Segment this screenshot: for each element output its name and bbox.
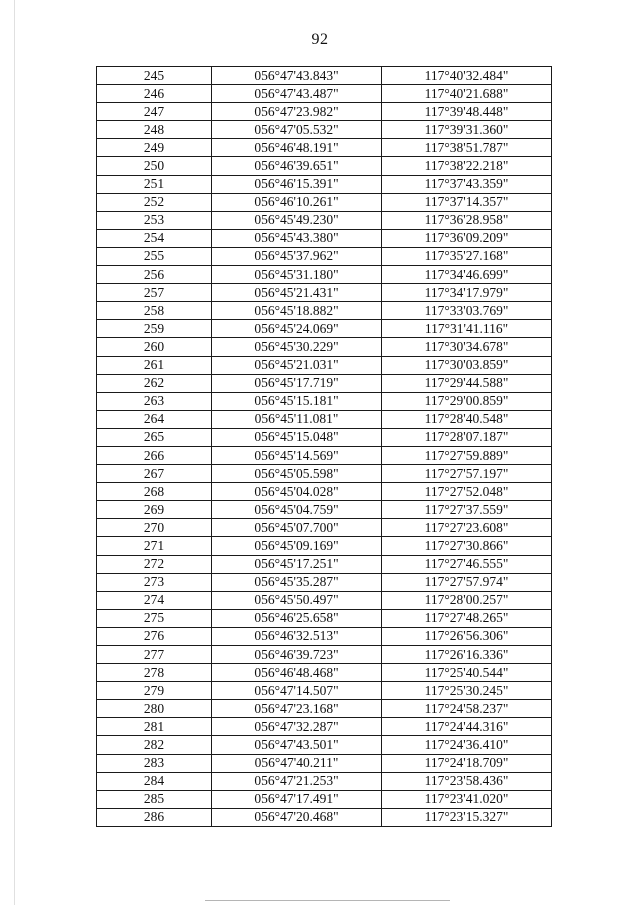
point-number-cell: 271	[97, 537, 212, 555]
point-number-cell: 274	[97, 591, 212, 609]
table-row	[97, 67, 552, 85]
table-row	[97, 501, 552, 519]
longitude-cell: 117°23'41.020"	[382, 790, 552, 808]
longitude-cell: 117°27'37.559"	[382, 501, 552, 519]
longitude-cell: 117°23'58.436"	[382, 772, 552, 790]
latitude-cell: 056°45'17.251"	[212, 555, 382, 573]
point-number-cell: 260	[97, 338, 212, 356]
latitude-cell: 056°47'43.843"	[212, 67, 382, 85]
table-row	[97, 808, 552, 826]
table-row	[97, 609, 552, 627]
longitude-cell: 117°27'52.048"	[382, 483, 552, 501]
point-number-cell: 258	[97, 302, 212, 320]
latitude-cell: 056°47'32.287"	[212, 718, 382, 736]
latitude-cell: 056°46'48.191"	[212, 139, 382, 157]
table-row	[97, 573, 552, 591]
table-row	[97, 591, 552, 609]
point-number-cell: 265	[97, 428, 212, 446]
longitude-cell: 117°25'40.544"	[382, 664, 552, 682]
point-number-cell: 251	[97, 175, 212, 193]
latitude-cell: 056°45'11.081"	[212, 410, 382, 428]
longitude-cell: 117°27'57.197"	[382, 465, 552, 483]
table-row	[97, 428, 552, 446]
table-row	[97, 338, 552, 356]
table-row	[97, 157, 552, 175]
point-number-cell: 285	[97, 790, 212, 808]
latitude-cell: 056°45'17.719"	[212, 374, 382, 392]
longitude-cell: 117°27'57.974"	[382, 573, 552, 591]
table-row	[97, 229, 552, 247]
longitude-cell: 117°33'03.769"	[382, 302, 552, 320]
point-number-cell: 248	[97, 121, 212, 139]
point-number-cell: 279	[97, 682, 212, 700]
point-number-cell: 280	[97, 700, 212, 718]
latitude-cell: 056°45'14.569"	[212, 446, 382, 464]
table-row	[97, 121, 552, 139]
point-number-cell: 262	[97, 374, 212, 392]
longitude-cell: 117°36'09.209"	[382, 229, 552, 247]
longitude-cell: 117°27'59.889"	[382, 446, 552, 464]
point-number-cell: 252	[97, 193, 212, 211]
longitude-cell: 117°25'30.245"	[382, 682, 552, 700]
table-row	[97, 718, 552, 736]
table-row	[97, 465, 552, 483]
latitude-cell: 056°47'05.532"	[212, 121, 382, 139]
longitude-cell: 117°24'18.709"	[382, 754, 552, 772]
latitude-cell: 056°46'48.468"	[212, 664, 382, 682]
latitude-cell: 056°47'21.253"	[212, 772, 382, 790]
latitude-cell: 056°47'43.501"	[212, 736, 382, 754]
latitude-cell: 056°45'15.181"	[212, 392, 382, 410]
point-number-cell: 269	[97, 501, 212, 519]
point-number-cell: 266	[97, 446, 212, 464]
point-number-cell: 247	[97, 103, 212, 121]
longitude-cell: 117°37'43.359"	[382, 175, 552, 193]
longitude-cell: 117°30'34.678"	[382, 338, 552, 356]
longitude-cell: 117°30'03.859"	[382, 356, 552, 374]
point-number-cell: 256	[97, 266, 212, 284]
point-number-cell: 278	[97, 664, 212, 682]
point-number-cell: 259	[97, 320, 212, 338]
point-number-cell: 267	[97, 465, 212, 483]
table-row	[97, 211, 552, 229]
point-number-cell: 245	[97, 67, 212, 85]
latitude-cell: 056°45'21.431"	[212, 284, 382, 302]
latitude-cell: 056°46'39.651"	[212, 157, 382, 175]
table-row	[97, 356, 552, 374]
point-number-cell: 268	[97, 483, 212, 501]
coordinates-table	[96, 66, 552, 827]
point-number-cell: 253	[97, 211, 212, 229]
longitude-cell: 117°24'36.410"	[382, 736, 552, 754]
point-number-cell: 284	[97, 772, 212, 790]
longitude-cell: 117°34'46.699"	[382, 266, 552, 284]
table-row	[97, 682, 552, 700]
longitude-cell: 117°27'48.265"	[382, 609, 552, 627]
latitude-cell: 056°46'15.391"	[212, 175, 382, 193]
table-row	[97, 700, 552, 718]
point-number-cell: 283	[97, 754, 212, 772]
longitude-cell: 117°28'07.187"	[382, 428, 552, 446]
latitude-cell: 056°47'43.487"	[212, 85, 382, 103]
table-row	[97, 646, 552, 664]
latitude-cell: 056°45'43.380"	[212, 229, 382, 247]
point-number-cell: 264	[97, 410, 212, 428]
latitude-cell: 056°46'39.723"	[212, 646, 382, 664]
longitude-cell: 117°23'15.327"	[382, 808, 552, 826]
latitude-cell: 056°45'37.962"	[212, 247, 382, 265]
point-number-cell: 249	[97, 139, 212, 157]
latitude-cell: 056°46'32.513"	[212, 627, 382, 645]
longitude-cell: 117°26'56.306"	[382, 627, 552, 645]
table-row	[97, 247, 552, 265]
point-number-cell: 257	[97, 284, 212, 302]
longitude-cell: 117°29'44.588"	[382, 374, 552, 392]
table-row	[97, 772, 552, 790]
point-number-cell: 276	[97, 627, 212, 645]
latitude-cell: 056°45'35.287"	[212, 573, 382, 591]
table-row	[97, 85, 552, 103]
longitude-cell: 117°28'00.257"	[382, 591, 552, 609]
point-number-cell: 277	[97, 646, 212, 664]
longitude-cell: 117°27'46.555"	[382, 555, 552, 573]
latitude-cell: 056°47'17.491"	[212, 790, 382, 808]
table-row	[97, 302, 552, 320]
latitude-cell: 056°47'23.168"	[212, 700, 382, 718]
latitude-cell: 056°45'04.028"	[212, 483, 382, 501]
table-row	[97, 754, 552, 772]
point-number-cell: 255	[97, 247, 212, 265]
latitude-cell: 056°45'30.229"	[212, 338, 382, 356]
table-row	[97, 446, 552, 464]
longitude-cell: 117°34'17.979"	[382, 284, 552, 302]
page-number: 92	[311, 31, 329, 48]
table-row	[97, 284, 552, 302]
point-number-cell: 270	[97, 519, 212, 537]
latitude-cell: 056°45'07.700"	[212, 519, 382, 537]
longitude-cell: 117°40'21.688"	[382, 85, 552, 103]
longitude-cell: 117°24'58.237"	[382, 700, 552, 718]
longitude-cell: 117°37'14.357"	[382, 193, 552, 211]
coordinates-table-body	[97, 67, 552, 827]
table-row	[97, 175, 552, 193]
latitude-cell: 056°45'50.497"	[212, 591, 382, 609]
table-row	[97, 410, 552, 428]
point-number-cell: 282	[97, 736, 212, 754]
latitude-cell: 056°47'20.468"	[212, 808, 382, 826]
point-number-cell: 246	[97, 85, 212, 103]
latitude-cell: 056°46'10.261"	[212, 193, 382, 211]
table-row	[97, 736, 552, 754]
longitude-cell: 117°35'27.168"	[382, 247, 552, 265]
table-row	[97, 537, 552, 555]
point-number-cell: 273	[97, 573, 212, 591]
page-edge	[14, 0, 15, 905]
longitude-cell: 117°39'31.360"	[382, 121, 552, 139]
point-number-cell: 275	[97, 609, 212, 627]
table-row	[97, 627, 552, 645]
longitude-cell: 117°38'22.218"	[382, 157, 552, 175]
point-number-cell: 261	[97, 356, 212, 374]
longitude-cell: 117°24'44.316"	[382, 718, 552, 736]
latitude-cell: 056°47'23.982"	[212, 103, 382, 121]
table-row	[97, 483, 552, 501]
longitude-cell: 117°27'30.866"	[382, 537, 552, 555]
table-row	[97, 392, 552, 410]
table-row	[97, 555, 552, 573]
longitude-cell: 117°39'48.448"	[382, 103, 552, 121]
table-row	[97, 320, 552, 338]
longitude-cell: 117°36'28.958"	[382, 211, 552, 229]
latitude-cell: 056°45'04.759"	[212, 501, 382, 519]
table-row	[97, 103, 552, 121]
point-number-cell: 281	[97, 718, 212, 736]
table-row	[97, 139, 552, 157]
table-row	[97, 193, 552, 211]
latitude-cell: 056°47'40.211"	[212, 754, 382, 772]
longitude-cell: 117°26'16.336"	[382, 646, 552, 664]
table-row	[97, 519, 552, 537]
latitude-cell: 056°45'18.882"	[212, 302, 382, 320]
latitude-cell: 056°45'24.069"	[212, 320, 382, 338]
table-row	[97, 664, 552, 682]
latitude-cell: 056°45'09.169"	[212, 537, 382, 555]
page-bottom-line	[205, 900, 450, 901]
longitude-cell: 117°38'51.787"	[382, 139, 552, 157]
latitude-cell: 056°45'15.048"	[212, 428, 382, 446]
point-number-cell: 272	[97, 555, 212, 573]
point-number-cell: 254	[97, 229, 212, 247]
latitude-cell: 056°45'49.230"	[212, 211, 382, 229]
longitude-cell: 117°28'40.548"	[382, 410, 552, 428]
point-number-cell: 286	[97, 808, 212, 826]
point-number-cell: 250	[97, 157, 212, 175]
latitude-cell: 056°46'25.658"	[212, 609, 382, 627]
latitude-cell: 056°47'14.507"	[212, 682, 382, 700]
latitude-cell: 056°45'31.180"	[212, 266, 382, 284]
latitude-cell: 056°45'05.598"	[212, 465, 382, 483]
longitude-cell: 117°31'41.116"	[382, 320, 552, 338]
latitude-cell: 056°45'21.031"	[212, 356, 382, 374]
table-row	[97, 266, 552, 284]
longitude-cell: 117°40'32.484"	[382, 67, 552, 85]
longitude-cell: 117°27'23.608"	[382, 519, 552, 537]
longitude-cell: 117°29'00.859"	[382, 392, 552, 410]
table-row	[97, 790, 552, 808]
table-row	[97, 374, 552, 392]
point-number-cell: 263	[97, 392, 212, 410]
